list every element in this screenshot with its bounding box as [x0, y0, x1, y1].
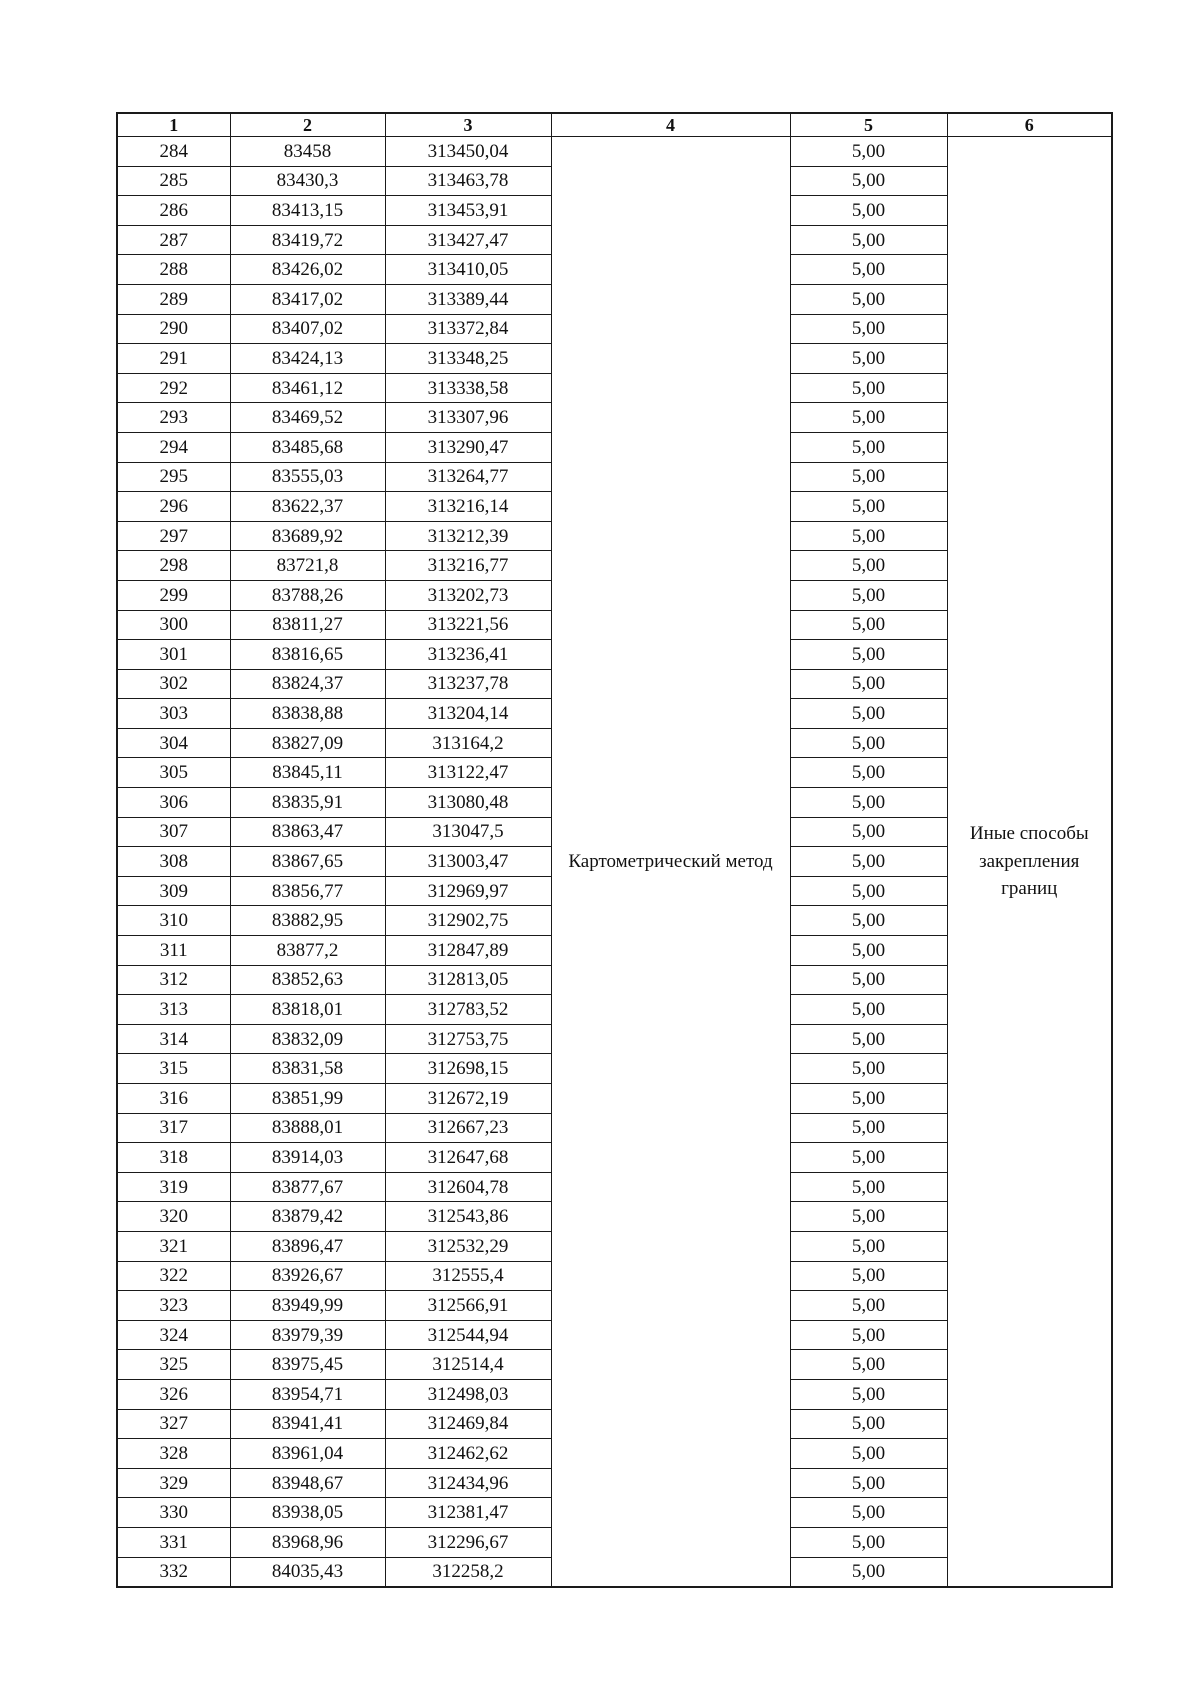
cell-col-4: 5,00 — [790, 1084, 947, 1114]
cell-col-2: 83816,65 — [230, 640, 385, 670]
cell-col-2: 83845,11 — [230, 758, 385, 788]
cell-col-4: 5,00 — [790, 255, 947, 285]
cell-col-3: 313216,14 — [385, 492, 551, 522]
cell-col-1: 293 — [117, 403, 230, 433]
cell-col-2: 83838,88 — [230, 699, 385, 729]
cell-col-3: 313372,84 — [385, 314, 551, 344]
cell-col-3: 313047,5 — [385, 817, 551, 847]
header-cell-5: 5 — [790, 113, 947, 137]
header-cell-2: 2 — [230, 113, 385, 137]
cell-col-1: 314 — [117, 1024, 230, 1054]
cell-col-3: 313236,41 — [385, 640, 551, 670]
cell-col-3: 313450,04 — [385, 137, 551, 167]
cell-col-3: 312434,96 — [385, 1468, 551, 1498]
cell-col-2: 83818,01 — [230, 995, 385, 1025]
cell-col-2: 83863,47 — [230, 817, 385, 847]
cell-col-3: 312969,97 — [385, 876, 551, 906]
cell-col-4: 5,00 — [790, 314, 947, 344]
cell-col-2: 83888,01 — [230, 1113, 385, 1143]
cell-col-1: 319 — [117, 1172, 230, 1202]
cell-col-4: 5,00 — [790, 610, 947, 640]
cell-col-2: 83896,47 — [230, 1231, 385, 1261]
cell-col-2: 83835,91 — [230, 788, 385, 818]
cell-col-2: 83417,02 — [230, 284, 385, 314]
cell-col-2: 83968,96 — [230, 1527, 385, 1557]
cell-col-1: 296 — [117, 492, 230, 522]
cell-col-1: 316 — [117, 1084, 230, 1114]
cell-col-4: 5,00 — [790, 1172, 947, 1202]
cell-col-2: 83938,05 — [230, 1498, 385, 1528]
cell-col-4: 5,00 — [790, 1320, 947, 1350]
cell-col-2: 83831,58 — [230, 1054, 385, 1084]
cell-col-4: 5,00 — [790, 1291, 947, 1321]
cell-col-1: 329 — [117, 1468, 230, 1498]
cell-col-1: 285 — [117, 166, 230, 196]
cell-col-3: 312462,62 — [385, 1439, 551, 1469]
cell-col-4: 5,00 — [790, 995, 947, 1025]
cell-col-2: 83485,68 — [230, 432, 385, 462]
cell-col-4: 5,00 — [790, 403, 947, 433]
cell-col-4: 5,00 — [790, 1527, 947, 1557]
cell-col-4: 5,00 — [790, 1468, 947, 1498]
cell-col-3: 312258,2 — [385, 1557, 551, 1587]
cell-col-4: 5,00 — [790, 1143, 947, 1173]
cell-col-1: 304 — [117, 728, 230, 758]
cell-col-4: 5,00 — [790, 1054, 947, 1084]
cell-col-2: 83426,02 — [230, 255, 385, 285]
cell-col-1: 328 — [117, 1439, 230, 1469]
cell-col-2: 83413,15 — [230, 196, 385, 226]
cell-col-4: 5,00 — [790, 1439, 947, 1469]
cell-col-2: 83948,67 — [230, 1468, 385, 1498]
cell-col-1: 330 — [117, 1498, 230, 1528]
cell-col-1: 308 — [117, 847, 230, 877]
header-cell-6: 6 — [947, 113, 1112, 137]
cell-col-2: 84035,43 — [230, 1557, 385, 1587]
cell-col-2: 83961,04 — [230, 1439, 385, 1469]
cell-col-2: 83419,72 — [230, 225, 385, 255]
cell-col-3: 313122,47 — [385, 758, 551, 788]
cell-col-1: 325 — [117, 1350, 230, 1380]
cell-col-1: 290 — [117, 314, 230, 344]
cell-col-4: 5,00 — [790, 1557, 947, 1587]
cell-col-4: 5,00 — [790, 462, 947, 492]
header-row — [117, 113, 1112, 137]
cell-col-4: 5,00 — [790, 1024, 947, 1054]
cell-col-3: 313463,78 — [385, 166, 551, 196]
cell-col-1: 298 — [117, 551, 230, 581]
cell-col-1: 327 — [117, 1409, 230, 1439]
cell-col-3: 312532,29 — [385, 1231, 551, 1261]
cell-col-2: 83879,42 — [230, 1202, 385, 1232]
cell-col-3: 313453,91 — [385, 196, 551, 226]
cell-col-1: 287 — [117, 225, 230, 255]
cell-col-2: 83975,45 — [230, 1350, 385, 1380]
cell-col-2: 83852,63 — [230, 965, 385, 995]
cell-col-2: 83622,37 — [230, 492, 385, 522]
cell-col-2: 83824,37 — [230, 669, 385, 699]
cell-col-2: 83877,67 — [230, 1172, 385, 1202]
cell-col-1: 324 — [117, 1320, 230, 1350]
cell-col-4: 5,00 — [790, 728, 947, 758]
cell-col-4: 5,00 — [790, 1409, 947, 1439]
cell-col-1: 297 — [117, 521, 230, 551]
cell-col-3: 312555,4 — [385, 1261, 551, 1291]
cell-col-1: 311 — [117, 936, 230, 966]
cell-col-1: 310 — [117, 906, 230, 936]
cell-col-3: 312672,19 — [385, 1084, 551, 1114]
cell-col-3: 313204,14 — [385, 699, 551, 729]
cell-col-2: 83469,52 — [230, 403, 385, 433]
cell-col-1: 305 — [117, 758, 230, 788]
header-cell-3: 3 — [385, 113, 551, 137]
method-cell: Картометрический метод — [551, 137, 790, 1588]
cell-col-4: 5,00 — [790, 521, 947, 551]
cell-col-3: 313003,47 — [385, 847, 551, 877]
cell-col-4: 5,00 — [790, 1350, 947, 1380]
cell-col-3: 312783,52 — [385, 995, 551, 1025]
cell-col-2: 83424,13 — [230, 344, 385, 374]
cell-col-1: 288 — [117, 255, 230, 285]
cell-col-1: 317 — [117, 1113, 230, 1143]
cell-col-1: 309 — [117, 876, 230, 906]
cell-col-4: 5,00 — [790, 580, 947, 610]
cell-col-2: 83867,65 — [230, 847, 385, 877]
cell-col-1: 300 — [117, 610, 230, 640]
cell-col-2: 83877,2 — [230, 936, 385, 966]
cell-col-4: 5,00 — [790, 906, 947, 936]
cell-col-4: 5,00 — [790, 788, 947, 818]
cell-col-3: 312543,86 — [385, 1202, 551, 1232]
cell-col-1: 299 — [117, 580, 230, 610]
cell-col-2: 83689,92 — [230, 521, 385, 551]
cell-col-1: 306 — [117, 788, 230, 818]
cell-col-3: 312667,23 — [385, 1113, 551, 1143]
cell-col-2: 83979,39 — [230, 1320, 385, 1350]
cell-col-3: 312296,67 — [385, 1527, 551, 1557]
cell-col-1: 307 — [117, 817, 230, 847]
cell-col-3: 312902,75 — [385, 906, 551, 936]
cell-col-3: 313338,58 — [385, 373, 551, 403]
cell-col-4: 5,00 — [790, 432, 947, 462]
cell-col-1: 326 — [117, 1379, 230, 1409]
cell-col-1: 291 — [117, 344, 230, 374]
cell-col-2: 83555,03 — [230, 462, 385, 492]
cell-col-1: 301 — [117, 640, 230, 670]
cell-col-3: 313212,39 — [385, 521, 551, 551]
cell-col-4: 5,00 — [790, 699, 947, 729]
cell-col-4: 5,00 — [790, 373, 947, 403]
cell-col-3: 313307,96 — [385, 403, 551, 433]
cell-col-1: 331 — [117, 1527, 230, 1557]
cell-col-2: 83430,3 — [230, 166, 385, 196]
cell-col-3: 312566,91 — [385, 1291, 551, 1321]
cell-col-3: 312753,75 — [385, 1024, 551, 1054]
cell-col-3: 313202,73 — [385, 580, 551, 610]
cell-col-2: 83851,99 — [230, 1084, 385, 1114]
cell-col-4: 5,00 — [790, 817, 947, 847]
cell-col-3: 313237,78 — [385, 669, 551, 699]
cell-col-3: 313290,47 — [385, 432, 551, 462]
cell-col-1: 295 — [117, 462, 230, 492]
cell-col-4: 5,00 — [790, 166, 947, 196]
cell-col-3: 312813,05 — [385, 965, 551, 995]
cell-col-3: 312544,94 — [385, 1320, 551, 1350]
cell-col-2: 83811,27 — [230, 610, 385, 640]
cell-col-2: 83914,03 — [230, 1143, 385, 1173]
cell-col-4: 5,00 — [790, 876, 947, 906]
cell-col-4: 5,00 — [790, 640, 947, 670]
cell-col-2: 83941,41 — [230, 1409, 385, 1439]
cell-col-3: 312847,89 — [385, 936, 551, 966]
cell-col-1: 322 — [117, 1261, 230, 1291]
cell-col-4: 5,00 — [790, 1231, 947, 1261]
cell-col-2: 83461,12 — [230, 373, 385, 403]
cell-col-4: 5,00 — [790, 1113, 947, 1143]
cell-col-2: 83949,99 — [230, 1291, 385, 1321]
cell-col-1: 289 — [117, 284, 230, 314]
table-row — [117, 137, 1112, 167]
cell-col-1: 294 — [117, 432, 230, 462]
coordinates-table — [116, 112, 1113, 1588]
cell-col-1: 312 — [117, 965, 230, 995]
cell-col-3: 313080,48 — [385, 788, 551, 818]
cell-col-1: 332 — [117, 1557, 230, 1587]
table-body — [117, 137, 1112, 1588]
cell-col-1: 323 — [117, 1291, 230, 1321]
cell-col-1: 286 — [117, 196, 230, 226]
cell-col-1: 320 — [117, 1202, 230, 1232]
cell-col-1: 303 — [117, 699, 230, 729]
cell-col-2: 83407,02 — [230, 314, 385, 344]
cell-col-3: 312381,47 — [385, 1498, 551, 1528]
cell-col-3: 313264,77 — [385, 462, 551, 492]
cell-col-4: 5,00 — [790, 1379, 947, 1409]
cell-col-3: 312498,03 — [385, 1379, 551, 1409]
cell-col-4: 5,00 — [790, 965, 947, 995]
cell-col-1: 302 — [117, 669, 230, 699]
cell-col-2: 83856,77 — [230, 876, 385, 906]
cell-col-4: 5,00 — [790, 1261, 947, 1291]
cell-col-4: 5,00 — [790, 1498, 947, 1528]
cell-col-4: 5,00 — [790, 225, 947, 255]
cell-col-1: 284 — [117, 137, 230, 167]
cell-col-3: 312604,78 — [385, 1172, 551, 1202]
cell-col-2: 83832,09 — [230, 1024, 385, 1054]
cell-col-3: 313427,47 — [385, 225, 551, 255]
cell-col-3: 313216,77 — [385, 551, 551, 581]
cell-col-4: 5,00 — [790, 284, 947, 314]
cell-col-1: 315 — [117, 1054, 230, 1084]
cell-col-2: 83458 — [230, 137, 385, 167]
cell-col-4: 5,00 — [790, 758, 947, 788]
cell-col-2: 83926,67 — [230, 1261, 385, 1291]
cell-col-4: 5,00 — [790, 1202, 947, 1232]
cell-col-3: 312514,4 — [385, 1350, 551, 1380]
cell-col-4: 5,00 — [790, 669, 947, 699]
cell-col-2: 83954,71 — [230, 1379, 385, 1409]
cell-col-3: 313389,44 — [385, 284, 551, 314]
header-cell-1: 1 — [117, 113, 230, 137]
cell-col-1: 292 — [117, 373, 230, 403]
cell-col-4: 5,00 — [790, 344, 947, 374]
cell-col-3: 312469,84 — [385, 1409, 551, 1439]
cell-col-1: 318 — [117, 1143, 230, 1173]
cell-col-2: 83827,09 — [230, 728, 385, 758]
cell-col-2: 83788,26 — [230, 580, 385, 610]
cell-col-3: 313221,56 — [385, 610, 551, 640]
cell-col-2: 83882,95 — [230, 906, 385, 936]
cell-col-4: 5,00 — [790, 551, 947, 581]
cell-col-2: 83721,8 — [230, 551, 385, 581]
cell-col-3: 312698,15 — [385, 1054, 551, 1084]
cell-col-1: 313 — [117, 995, 230, 1025]
cell-col-4: 5,00 — [790, 936, 947, 966]
cell-col-3: 313410,05 — [385, 255, 551, 285]
cell-col-4: 5,00 — [790, 137, 947, 167]
cell-col-4: 5,00 — [790, 847, 947, 877]
cell-col-3: 313164,2 — [385, 728, 551, 758]
cell-col-3: 313348,25 — [385, 344, 551, 374]
cell-col-4: 5,00 — [790, 196, 947, 226]
fixing-method-cell: Иные способы закрепления границ — [947, 137, 1112, 1588]
cell-col-4: 5,00 — [790, 492, 947, 522]
cell-col-3: 312647,68 — [385, 1143, 551, 1173]
cell-col-1: 321 — [117, 1231, 230, 1261]
header-cell-4: 4 — [551, 113, 790, 137]
